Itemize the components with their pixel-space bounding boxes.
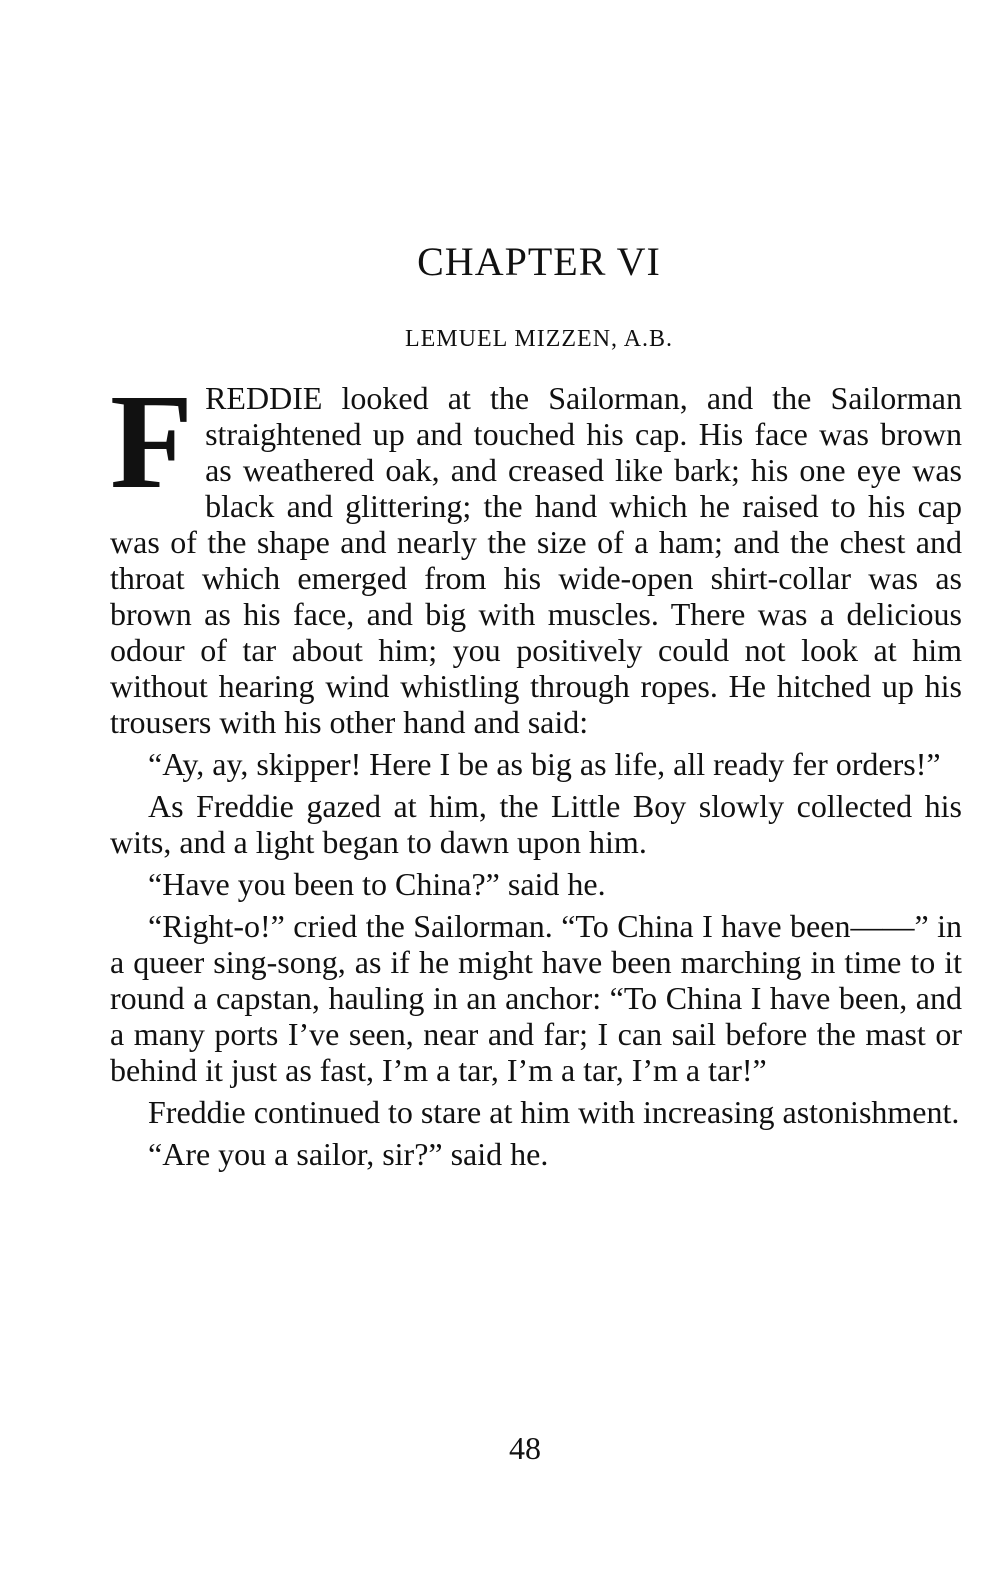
paragraph [110, 367, 962, 740]
paragraph: “Right-o!” cried the Sailorman. “To China I have been——” in a queer sing-song, as if he might have been marching in time to it round a capstan, hauling in an anchor: “To China I have been, and a many ports I’ve seen, near and far; I can sail before the mast or behind it just as fast, I’m a tar, I’m a tar, I’m a tar!” [110, 908, 962, 1088]
paragraph: “Are you a sailor, sir?” said he. [148, 1136, 549, 1172]
paragraph-text: REDDIE looked at the Sailorman, and the Sailorman straightened up and touched his cap. His face was brown as weathered oak, and creased like bark; his one eye was black and glittering; the hand which he raised to his cap was of the shape and nearly the size of a ham; and the chest and throat which emerged from his wide-open shirt-collar was as brown as his face, and big with muscles. There was a delicious odour of tar about him; you positively could not look at him without hearing wind whistling through ropes. He hitched up his trousers with his other hand and said: [110, 380, 962, 740]
paragraph: As Freddie gazed at him, the Little Boy slowly collected his wits, and a light began to dawn upon him. [110, 788, 962, 860]
chapter-title: CHAPTER VI [417, 239, 661, 284]
paragraph: “Ay, ay, skipper! Here I be as big as life, all ready fer orders!” [148, 746, 941, 782]
paragraph: “Have you been to China?” said he. [148, 866, 606, 902]
page-number: 48 [509, 1430, 541, 1466]
drop-cap: F [110, 367, 194, 517]
paragraph: Freddie continued to stare at him with increasing astonishment. [148, 1094, 960, 1130]
chapter-body [110, 367, 962, 1178]
chapter-subtitle: LEMUEL MIZZEN, A.B. [404, 326, 674, 352]
